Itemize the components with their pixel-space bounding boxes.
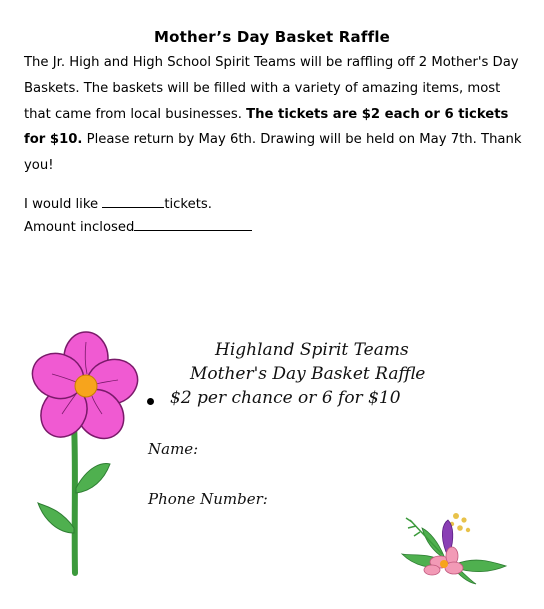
ticket-title-line2: Mother's Day Basket Raffle	[190, 364, 426, 384]
order-tickets-suffix: tickets.	[164, 197, 212, 212]
flyer-paragraph	[24, 50, 524, 179]
price-bullet	[147, 398, 154, 405]
order-line-amount	[24, 218, 252, 235]
paragraph-bold-price: The tickets are $2 each or 6 tickets for $10.	[24, 106, 509, 148]
name-label: Name:	[148, 440, 199, 458]
paragraph-text-1: The Jr. High and High School Spirit Teams will be raffling off 2 Mother's Day Baskets. The baskets will be filled with a variety of amazing items, most that came from local businesses.	[24, 55, 519, 122]
flower-stem	[74, 423, 75, 573]
ticket-price: $2 per chance or 6 for $10	[170, 388, 401, 408]
amount-blank[interactable]	[134, 218, 252, 231]
flower-leaf-right	[76, 464, 110, 493]
flyer-title: Mother’s Day Basket Raffle	[153, 28, 391, 46]
tickets-blank[interactable]	[102, 195, 164, 208]
flower-center	[75, 375, 97, 397]
bouquet-icon	[396, 506, 511, 586]
paragraph-text-2: Please return by May 6th. Drawing will be held on May 7th. Thank you!	[24, 132, 522, 174]
order-amount-prefix: Amount inclosed	[24, 220, 135, 235]
flower-icon	[30, 328, 140, 588]
flower-leaf-left	[38, 503, 74, 533]
ticket-title-line1: Highland Spirit Teams	[215, 340, 409, 360]
order-line-tickets	[24, 195, 212, 212]
phone-label: Phone Number:	[148, 490, 268, 508]
order-tickets-prefix: I would like	[24, 197, 99, 212]
